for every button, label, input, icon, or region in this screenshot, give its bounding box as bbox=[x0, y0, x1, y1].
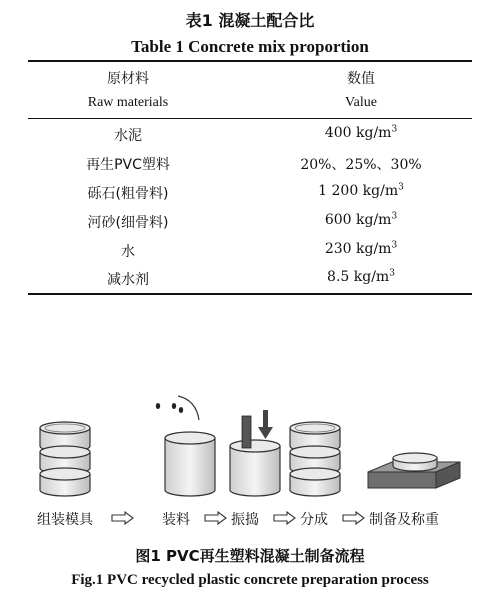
process-diagram bbox=[0, 385, 500, 503]
table-bottom-rule bbox=[28, 293, 472, 295]
table-header-rule bbox=[28, 118, 472, 119]
header-value-en: Value bbox=[345, 95, 377, 110]
divided-samples-icon bbox=[290, 422, 340, 496]
step-label: 装料 bbox=[162, 512, 190, 528]
arrow-right-icon bbox=[204, 511, 228, 525]
header-raw-materials-en: Raw materials bbox=[87, 95, 169, 110]
header-raw-materials-cn: 原材料 bbox=[107, 71, 149, 87]
table-title-en: Table 1 Concrete mix proportion bbox=[131, 37, 369, 56]
row-name: 砾石(粗骨料) bbox=[87, 186, 169, 202]
vibrating-icon bbox=[230, 410, 280, 496]
figure-caption-en: Fig.1 PVC recycled plastic concrete preparation process bbox=[71, 572, 429, 588]
row-name: 水 bbox=[121, 244, 135, 260]
assembled-mold-icon bbox=[40, 422, 90, 496]
row-value: 400 $kg/m^3$ bbox=[324, 124, 398, 141]
row-value: 20%、25%、30% bbox=[300, 157, 422, 173]
row-value: 1 200 $kg/m^3$ bbox=[318, 182, 404, 199]
figure-caption-cn: 图1 PVC再生塑料混凝土制备流程 bbox=[135, 547, 365, 565]
step-label: 组装模具 bbox=[37, 512, 93, 528]
row-name: 河砂(细骨料) bbox=[87, 215, 169, 231]
row-value: 230 $kg/m^3$ bbox=[324, 240, 398, 257]
weighing-plate-icon bbox=[368, 453, 460, 488]
table-title-cn: 表1 混凝土配合比 bbox=[185, 11, 315, 30]
step-label: 制备及称重 bbox=[369, 512, 439, 528]
step-label: 分成 bbox=[300, 512, 328, 528]
step-label: 振捣 bbox=[231, 512, 259, 528]
row-value: 600 $kg/m^3$ bbox=[324, 211, 398, 228]
arrow-right-icon bbox=[111, 511, 135, 525]
arrow-right-icon bbox=[342, 511, 366, 525]
loading-icon bbox=[156, 396, 215, 496]
row-name: 减水剂 bbox=[107, 272, 149, 288]
arrow-right-icon bbox=[273, 511, 297, 525]
row-name: 水泥 bbox=[114, 128, 142, 144]
row-value: 8.5 $kg/m^3$ bbox=[327, 268, 395, 285]
table-top-rule bbox=[28, 60, 472, 62]
row-name: 再生PVC塑料 bbox=[86, 157, 170, 173]
header-value-cn: 数值 bbox=[347, 71, 375, 87]
